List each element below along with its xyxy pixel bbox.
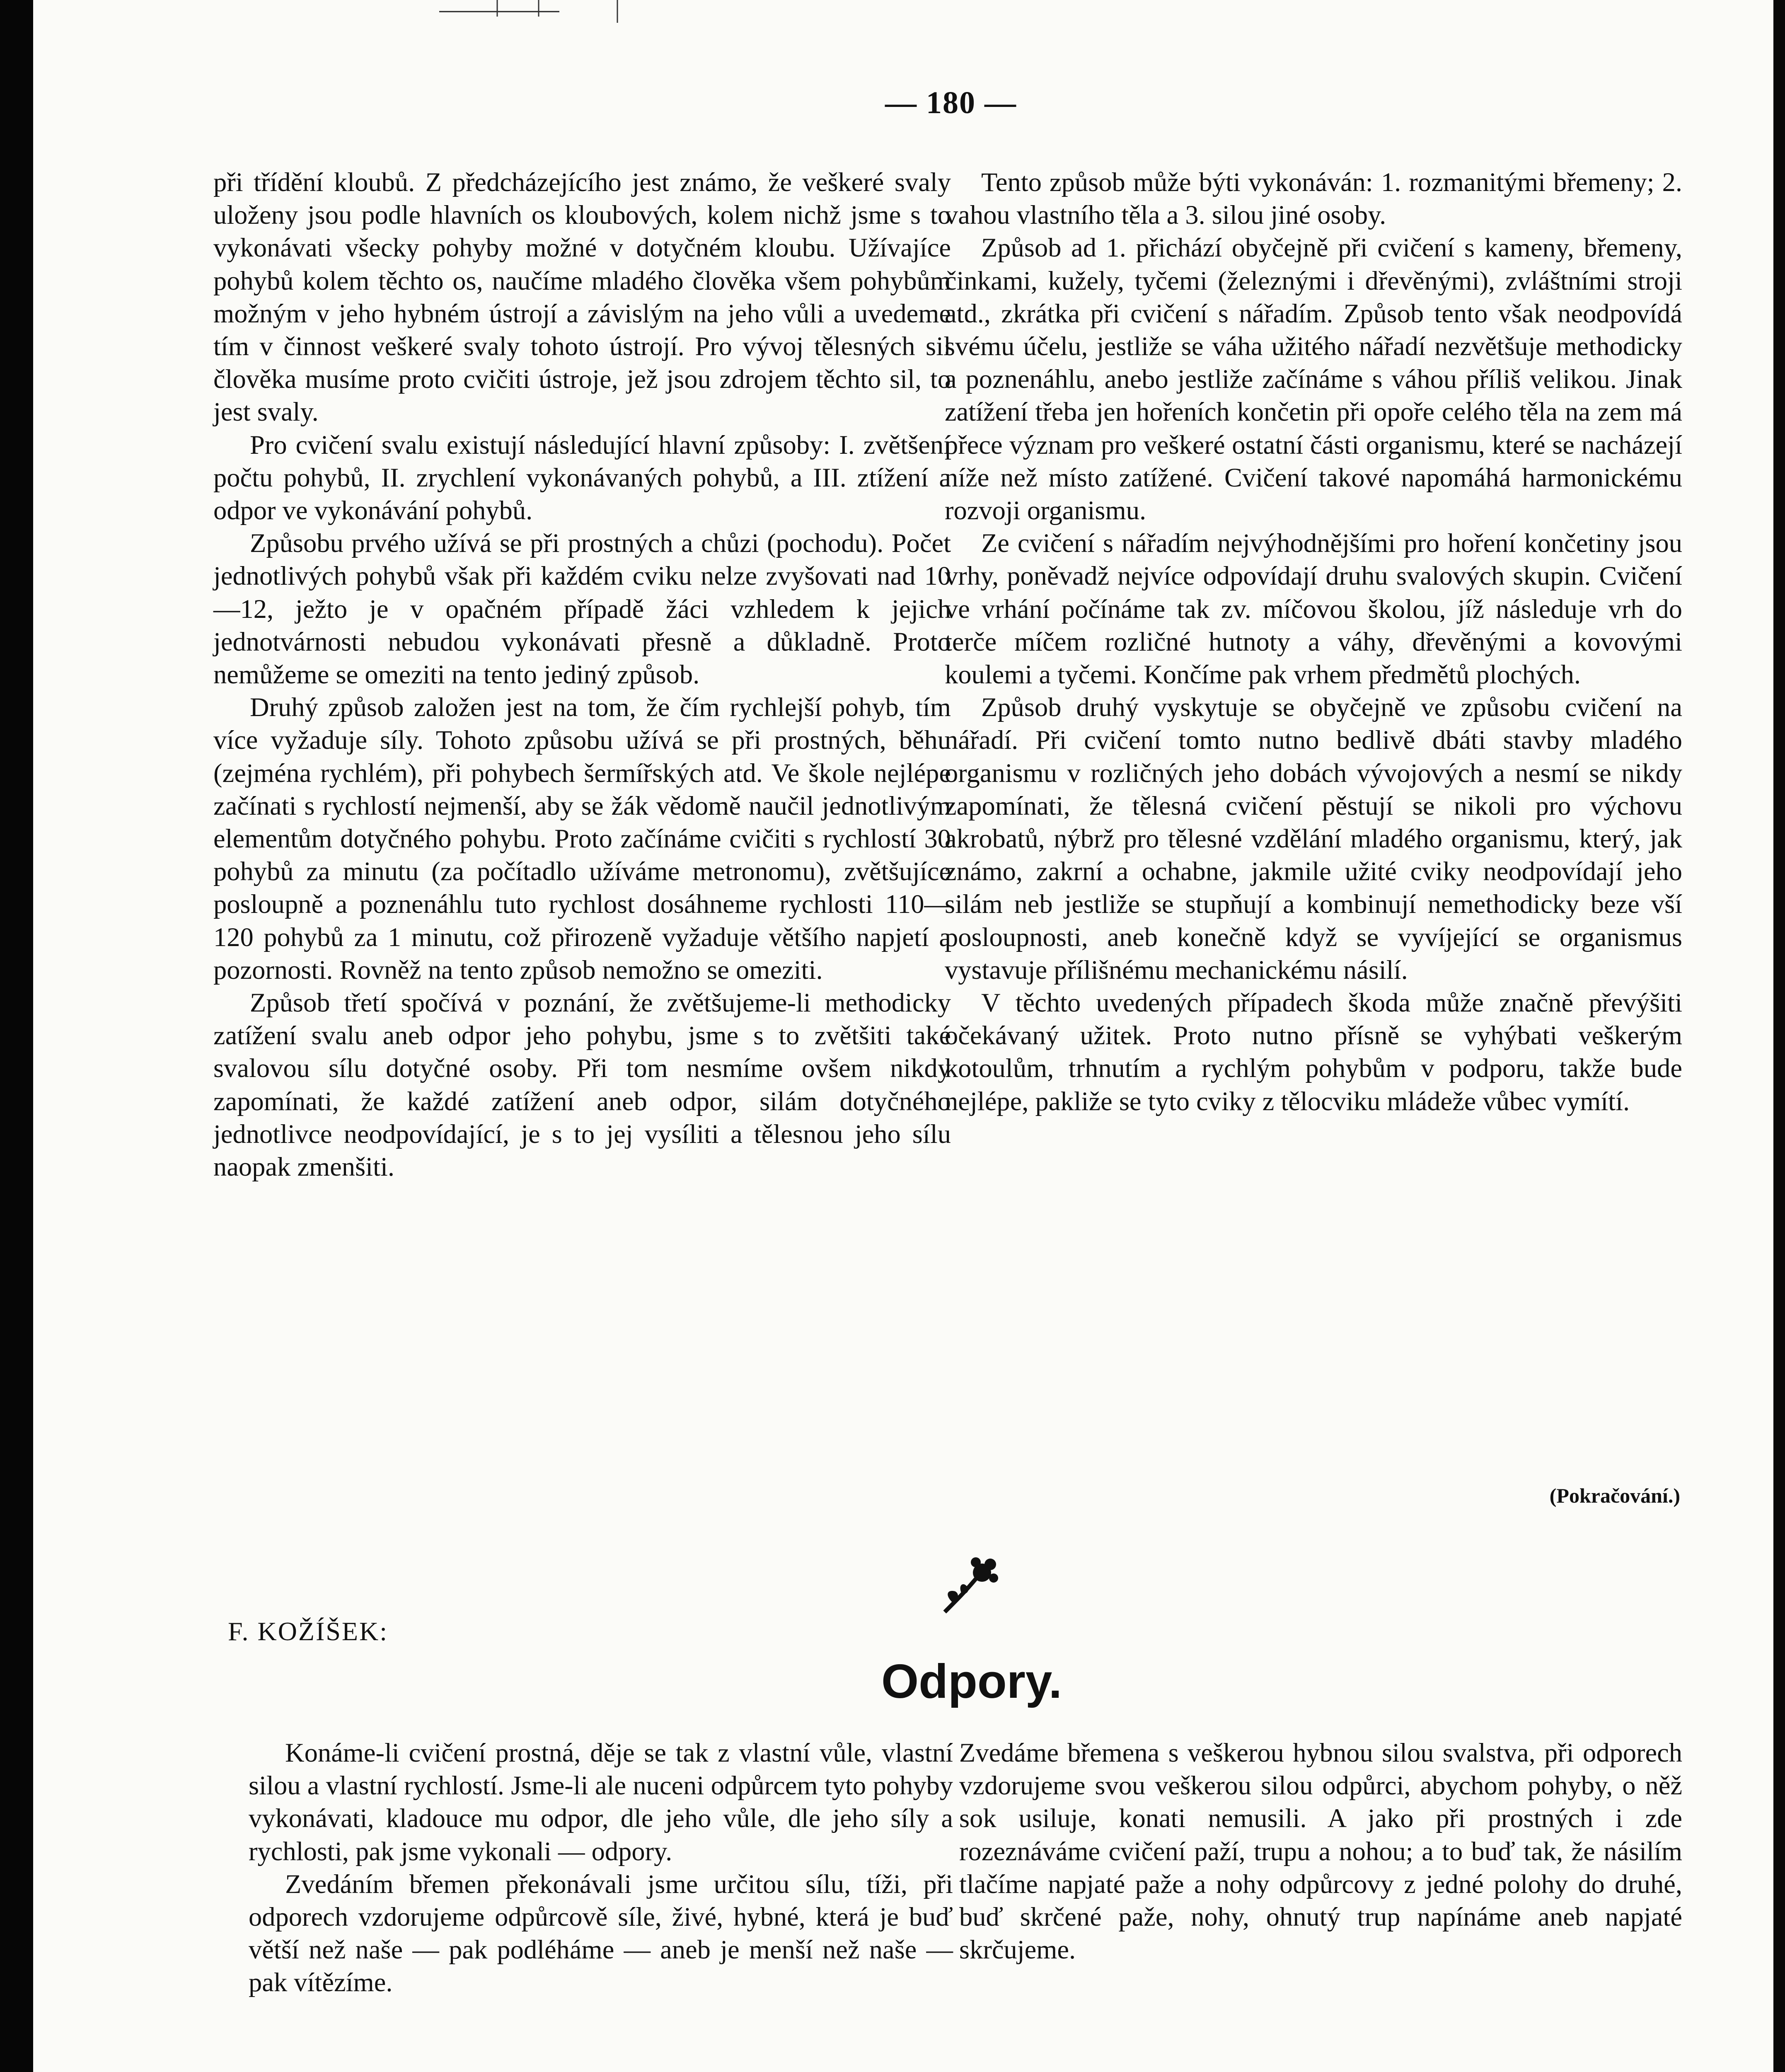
scan-border-right [1773, 0, 1785, 2072]
book-page [33, 0, 1773, 2072]
article2-left-column [249, 1736, 953, 1999]
article1-left-column [213, 166, 951, 1183]
paragraph: Ze cvičení s nářadím nejvýhodnějšími pro hoření končetiny jsou vrhy, poněvadž nejvíce odpovídají druhu svalových skupin. Cvičení ve vrhání počínáme tak zv. míčovou školou, jíž následuje vrh do terče míčem rozličné hutnoty a váhy, dřevěnými a kovovými koulemi a tyčemi. Končíme pak vrhem předmětů plochých. [945, 528, 1682, 690]
flower-ornament-icon [936, 1550, 1003, 1616]
paragraph: Druhý způsob založen jest na tom, že čím rychlejší pohyb, tím více vyžaduje síly. Tohoto způsobu užívá se při prostných, běhu (zejména rychlém), při pohybech šermířských atd. Ve škole nejlépe začínati s rychlostí nejmenší, aby se žák vědomě naučil jednotlivým elementům dotyčného pohybu. Proto začínáme cvičiti s rychlostí 30 pohybů za minutu (za počítadlo užíváme metronomu), zvětšujíce posloupně a poznenáhlu tuto rychlost dosáhneme rychlosti 110—120 pohybů za 1 minutu, což přirozeně vyžaduje většího napjetí a pozornosti. Rovněž na tento způsob nemožno se omeziti. [213, 692, 951, 985]
paragraph: V těchto uvedených případech škoda může značně převýšiti očekávaný užitek. Proto nutno přísně se vyhýbati veškerým kotoulům, trhnutím a rychlým pohybům v podporu, takže bude nejlépe, pakliže se tyto cviky z tělocviku mládeže vůbec vymítí. [945, 988, 1682, 1116]
article-title: Odpory. [881, 1654, 1062, 1708]
paragraph: Způsobu prvého užívá se při prostných a chůzi (pochodu). Počet jednotlivých pohybů však při každém cviku nelze zvyšovati nad 10—12, ježto je v opačném případě žáci vzhledem k jejich jednotvárnosti nebudou vykonávati přesně a důkladně. Proto nemůžeme se omeziti na tento jediný způsob. [213, 528, 951, 690]
author-name: F. KOŽÍŠEK: [228, 1617, 388, 1646]
article1-right-column [945, 166, 1682, 1118]
paragraph: Tento způsob může býti vykonáván: 1. rozmanitými břemeny; 2. vahou vlastního těla a 3. silou jiné osoby. [945, 167, 1682, 230]
scan-border-left [0, 0, 33, 2072]
paragraph: Způsob druhý vyskytuje se obyčejně ve způsobu cvičení na nářadí. Při cvičení tomto nutno bedlivě dbáti stavby mladého organismu v rozličných jeho dobách vývojových a nesmí se nikdy zapomínati, že tělesná cvičení pěstují se nikoli pro výchovu akrobatů, nýbrž pro tělesné vzdělání mladého organismu, který, jak známo, zakrní a ochabne, jakmile užité cviky neodpovídají jeho silám neb jestliže se stupňují a kombinují nemethodicky beze vší posloupnosti, aneb konečně když se vyvíjející se organismus vystavuje přílišnému mechanickému násilí. [945, 692, 1682, 985]
paragraph: při třídění kloubů. Z předcházejícího jest známo, že veškeré svaly uloženy jsou podle hlavních os kloubových, kolem nichž jsme s to vykonávati všecky pohyby možné v dotyčném kloubu. Užívajíce pohybů kolem těchto os, naučíme mladého člověka všem pohybům možným v jeho hybném ústrojí a závislým na jeho vůli a uvedeme tím v činnost veškeré svaly tohoto ústrojí. Pro vývoj tělesných sil člověka musíme proto cvičiti ústroje, jež jsou zdrojem těchto sil, to jest svaly. [213, 167, 951, 427]
paragraph: Způsob ad 1. přichází obyčejně při cvičení s kameny, břemeny, činkami, kužely, tyčemi (železnými i dřevěnými), zvláštními stroji atd., zkrátka při cvičení s nářadím. Způsob tento však neodpovídá svému účelu, jestliže se váha užitého nářadí nezvětšuje methodicky a poznenáhlu, anebo jestliže začínáme s váhou příliš velikou. Jinak zatížení třeba jen hořeních končetin při opoře celého těla na zem má přece význam pro veškeré ostatní části organismu, které se nacházejí níže než místo zatížené. Cvičení takové napomáhá harmonickému rozvoji organismu. [945, 233, 1682, 525]
page-number: — 180 — [885, 85, 1017, 120]
paragraph: Způsob třetí spočívá v poznání, že zvětšujeme-li methodicky zatížení svalu aneb odpor jeho pohybu, jsme s to zvětšiti také svalovou sílu dotyčné osoby. Při tom nesmíme ovšem nikdy zapomínati, že každé zatížení aneb odpor, silám dotyčného jednotlivce neodpovídající, je s to jej vysíliti a tělesnou jeho sílu naopak zmenšiti. [213, 988, 951, 1182]
article2-right-column [959, 1736, 1682, 1966]
paragraph: Zvedáním břemen překonávali jsme určitou sílu, tíži, při odporech vzdorujeme odpůrcově síle, živé, hybné, která je buď větší než naše — pak podléháme — aneb je menší než naše — pak vítězíme. [249, 1869, 953, 1997]
paragraph: Pro cvičení svalu existují následující hlavní způsoby: I. zvětšení počtu pohybů, II. zrychlení vykonávaných pohybů, a III. ztížení a odpor ve vykonávání pohybů. [213, 430, 951, 525]
paragraph: Konáme-li cvičení prostná, děje se tak z vlastní vůle, vlastní silou a vlastní rychlostí. Jsme-li ale nuceni odpůrcem tyto pohyby vykonávati, kladouce mu odpor, dle jeho vůle, dle jeho síly a rychlosti, pak jsme vykonali — odpory. [249, 1738, 953, 1866]
continuation-note: (Pokračování.) [1549, 1484, 1680, 1507]
scan-artifact-marks [435, 0, 642, 29]
paragraph: Zvedáme břemena s veškerou hybnou silou svalstva, při odporech vzdorujeme svou veškerou silou odpůrci, abychom pohyby, o něž sok usiluje, konati nemusili. A jako při prostných i zde rozeznáváme cvičení paží, trupu a nohou; a to buď tak, že násilím tlačíme napjaté paže a nohy odpůrcovy z jedné polohy do druhé, buď skrčené paže, nohy, ohnutý trup napínáme aneb napjaté skrčujeme. [959, 1738, 1682, 1965]
